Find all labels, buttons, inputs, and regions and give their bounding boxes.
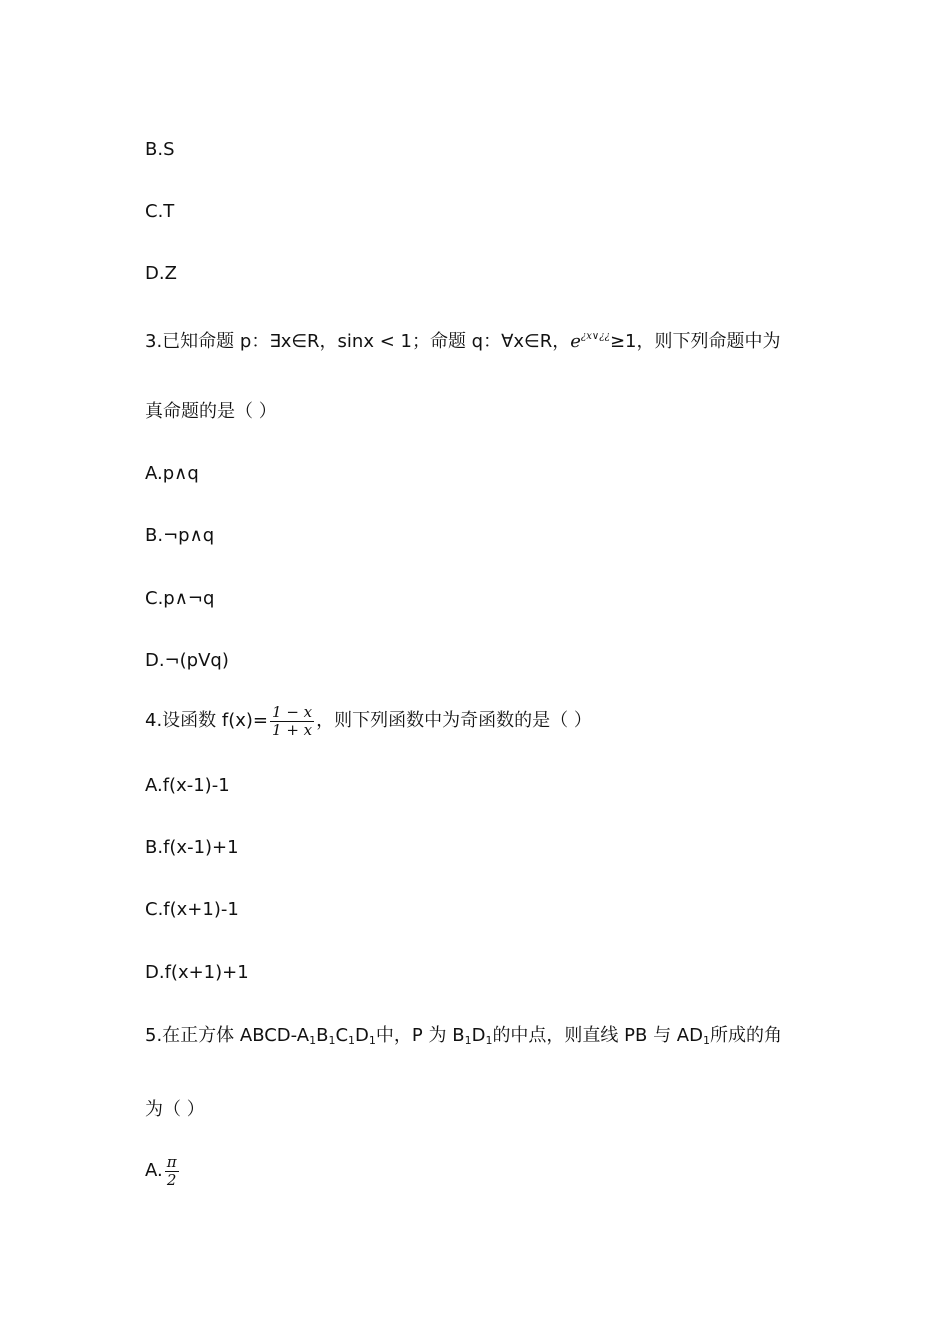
q5-text-6: D — [471, 1025, 486, 1046]
option-label: A. — [145, 1160, 163, 1181]
q4-option-b: B.f(x-1)+1 — [145, 837, 239, 858]
option-b: B.S — [145, 139, 175, 160]
question-5-text — [145, 1024, 782, 1053]
exponent-superscript: ¿x∨¿¿ — [580, 331, 610, 342]
fraction-numerator: 1 − x — [272, 702, 313, 721]
subscript-1: 1 — [309, 1034, 317, 1047]
fraction-numerator: π — [166, 1152, 177, 1171]
q5-option-a — [145, 1152, 181, 1190]
q3-option-a: A.p∧q — [145, 463, 199, 484]
q5-text-5: 中，P 为 B — [375, 1025, 465, 1046]
fraction-denominator: 2 — [166, 1170, 177, 1189]
option-c: C.T — [145, 201, 175, 222]
exponent-expression — [570, 331, 610, 352]
q5-text-1: 5.在正方体 ABCD-A — [145, 1025, 310, 1046]
q5-text-4: D — [355, 1025, 369, 1046]
subscript-1: 1 — [348, 1034, 356, 1047]
q5-text-2: B — [316, 1025, 329, 1046]
question-3-part1: 3.已知命题 p：∃x∈R，sinx < 1；命题 q：∀x∈R， — [145, 331, 571, 352]
fraction-1-minus-x-over-1-plus-x — [270, 704, 314, 739]
subscript-1: 1 — [464, 1034, 472, 1047]
question-4-text — [145, 703, 592, 739]
question-3-continuation: 真命题的是（ ） — [145, 401, 277, 422]
fraction-denominator: 1 + x — [272, 720, 313, 739]
fraction-pi-over-2 — [165, 1154, 179, 1189]
q4-option-d: D.f(x+1)+1 — [145, 962, 249, 983]
q3-option-d: D.¬(pVq) — [145, 650, 229, 671]
q5-text-3: C — [335, 1025, 349, 1046]
question-4-part2: ，则下列函数中为奇函数的是（ ） — [316, 710, 592, 731]
q5-text-7: 的中点，则直线 PB 与 AD — [492, 1025, 703, 1046]
q3-option-b: B.¬p∧q — [145, 525, 215, 546]
question-3-text — [145, 325, 781, 354]
question-5-continuation: 为（ ） — [145, 1099, 205, 1120]
option-d: D.Z — [145, 263, 177, 284]
q5-text-8: 所成的角 — [709, 1025, 782, 1046]
subscript-1: 1 — [328, 1034, 336, 1047]
subscript-1: 1 — [702, 1034, 710, 1047]
subscript-1: 1 — [368, 1034, 376, 1047]
exponent-base: e — [570, 331, 581, 352]
question-3-part2: ≥1，则下列命题中为 — [609, 331, 781, 352]
question-4-part1: 4.设函数 f(x)= — [145, 710, 269, 731]
q4-option-c: C.f(x+1)-1 — [145, 899, 239, 920]
q3-option-c: C.p∧¬q — [145, 588, 215, 609]
q4-option-a: A.f(x-1)-1 — [145, 775, 230, 796]
subscript-1: 1 — [485, 1034, 493, 1047]
